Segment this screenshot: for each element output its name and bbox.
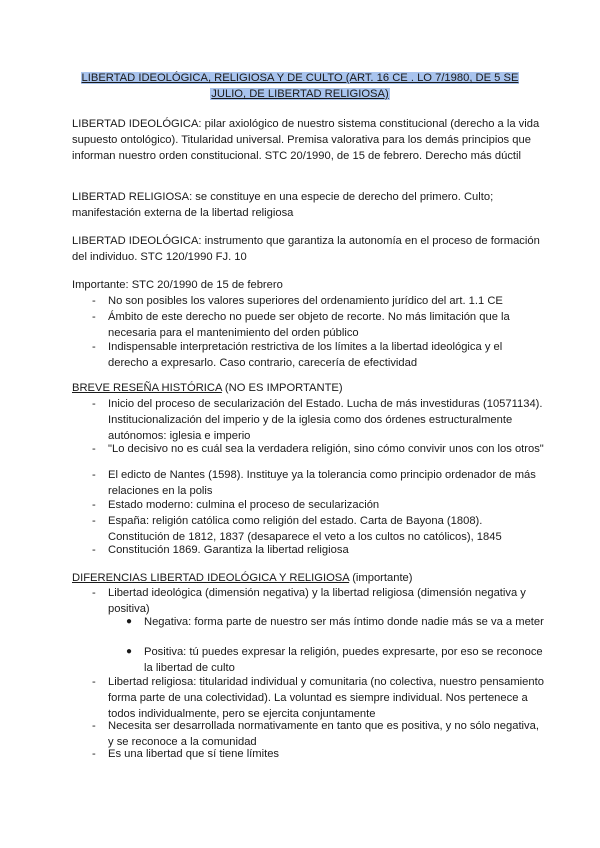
list-item-text: Libertad religiosa: titularidad individual y comunitaria (no colectiva, nuestro pensamiento forma parte de una colectividad). La voluntad es siempre individual. Nos pertenece a todos individualmente, pero se ejercita conjuntamente: [108, 676, 544, 720]
list-item-text: Libertad ideológica (dimensión negativa) y la libertad religiosa (dimensión negativa y positiva): [108, 587, 526, 615]
list-item: [92, 542, 544, 558]
list-item-text: Estado moderno: culmina el proceso de secularización: [108, 499, 380, 511]
paragraph-importante: Importante: STC 20/1990 de 15 de febrero: [72, 279, 283, 291]
list-item: [92, 441, 544, 457]
dash-marker: -: [92, 720, 96, 732]
list-item-text: España: religión católica como religión del estado. Carta de Bayona (1808). Constitución de 1812, 1837 (desaparece el veto a los cultos no católicos), 1845: [108, 515, 502, 543]
title-line-2: JULIO, DE LIBERTAD RELIGIOSA): [211, 88, 389, 100]
sub-list-item: [126, 614, 546, 630]
dash-marker: -: [92, 443, 96, 455]
list-item-text: El edicto de Nantes (1598). Instituye ya la tolerancia como principio ordenador de más relaciones en la polis: [108, 469, 536, 497]
list-item: [92, 396, 544, 444]
title-line-1: LIBERTAD IDEOLÓGICA, RELIGIOSA Y DE CULTO (ART. 16 CE . LO 7/1980, DE 5 SE: [81, 72, 519, 84]
list-item: [92, 513, 544, 545]
list-item-text: "Lo decisivo no es cuál sea la verdadera religión, sino cómo convivir unos con los otros": [108, 443, 544, 455]
dash-marker: -: [92, 311, 96, 323]
diferencias-heading: DIFERENCIAS LIBERTAD IDEOLÓGICA Y RELIGIOSA: [72, 572, 350, 584]
dash-marker: -: [92, 341, 96, 353]
section-heading-breve: [72, 380, 542, 396]
sub-list-item-text: Positiva: tú puedes expresar la religión, puedes expresarte, por eso se reconoce la libertad de culto: [144, 646, 543, 674]
dash-marker: -: [92, 398, 96, 410]
list-item-text: Indispensable interpretación restrictiva de los límites a la libertad ideológica y el derecho a expresarlo. Caso contrario, carecería de efectividad: [108, 341, 503, 369]
list-item-text: Inicio del proceso de secularización del Estado. Lucha de más investiduras (10571134). Institucionalización del imperio y de la iglesia como dos órdenes estructuralmente autónomos: iglesia e imperio: [108, 398, 543, 442]
document-title: [70, 70, 530, 102]
dash-marker: -: [92, 587, 96, 599]
dash-marker: -: [92, 676, 96, 688]
dash-marker: -: [92, 499, 96, 511]
breve-note: (NO ES IMPORTANTE): [221, 382, 343, 394]
diferencias-note: (importante): [349, 572, 413, 584]
paragraph-libertad-religiosa: LIBERTAD RELIGIOSA: se constituye en una especie de derecho del primero. Culto; manifestación externa de la libertad religiosa: [72, 191, 494, 219]
dash-marker: -: [92, 544, 96, 556]
list-item: [92, 746, 544, 762]
list-item: [92, 309, 544, 341]
list-item-text: Necesita ser desarrollada normativamente en tanto que es positiva, y no sólo negativa, y se reconoce a la comunidad: [108, 720, 539, 748]
list-item: [92, 497, 544, 513]
list-item-text: Es una libertad que sí tiene límites: [108, 748, 280, 760]
section-heading-diferencias: [72, 570, 542, 586]
list-item: [92, 293, 544, 309]
dash-marker: -: [92, 295, 96, 307]
list-item-text: No son posibles los valores superiores del ordenamiento jurídico del art. 1.1 CE: [108, 295, 503, 307]
sub-list-item-text: Negativa: forma parte de nuestro ser más íntimo donde nadie más se va a meter: [144, 616, 544, 628]
list-item: [92, 339, 544, 371]
dash-marker: -: [92, 469, 96, 481]
sub-list-item: [126, 644, 546, 676]
breve-heading: BREVE RESEÑA HISTÓRICA: [72, 382, 222, 394]
list-item-text: Constitución 1869. Garantiza la libertad religiosa: [108, 544, 349, 556]
list-item: [92, 585, 544, 617]
paragraph-libertad-ideologica-2: LIBERTAD IDEOLÓGICA: instrumento que garantiza la autonomía en el proceso de formación del individuo. STC 120/1990 FJ. 10: [72, 235, 540, 263]
list-item-text: Ámbito de este derecho no puede ser objeto de recorte. No más limitación que la necesaria para el mantenimiento del orden público: [108, 311, 510, 339]
list-item: [92, 467, 544, 499]
list-item: [92, 674, 544, 722]
bullet-dot-icon: ●: [126, 646, 133, 657]
paragraph-libertad-ideologica: LIBERTAD IDEOLÓGICA: pilar axiológico de nuestro sistema constitucional (derecho a la vida supuesto ontológico). Titularidad universal. Premisa valorativa para los demás principios que informan nuestro orden constitucional. STC 20/1990, de 15 de febrero. Derecho más dúctil: [72, 118, 540, 162]
bullet-dot-icon: ●: [126, 616, 133, 627]
dash-marker: -: [92, 515, 96, 527]
dash-marker: -: [92, 748, 96, 760]
